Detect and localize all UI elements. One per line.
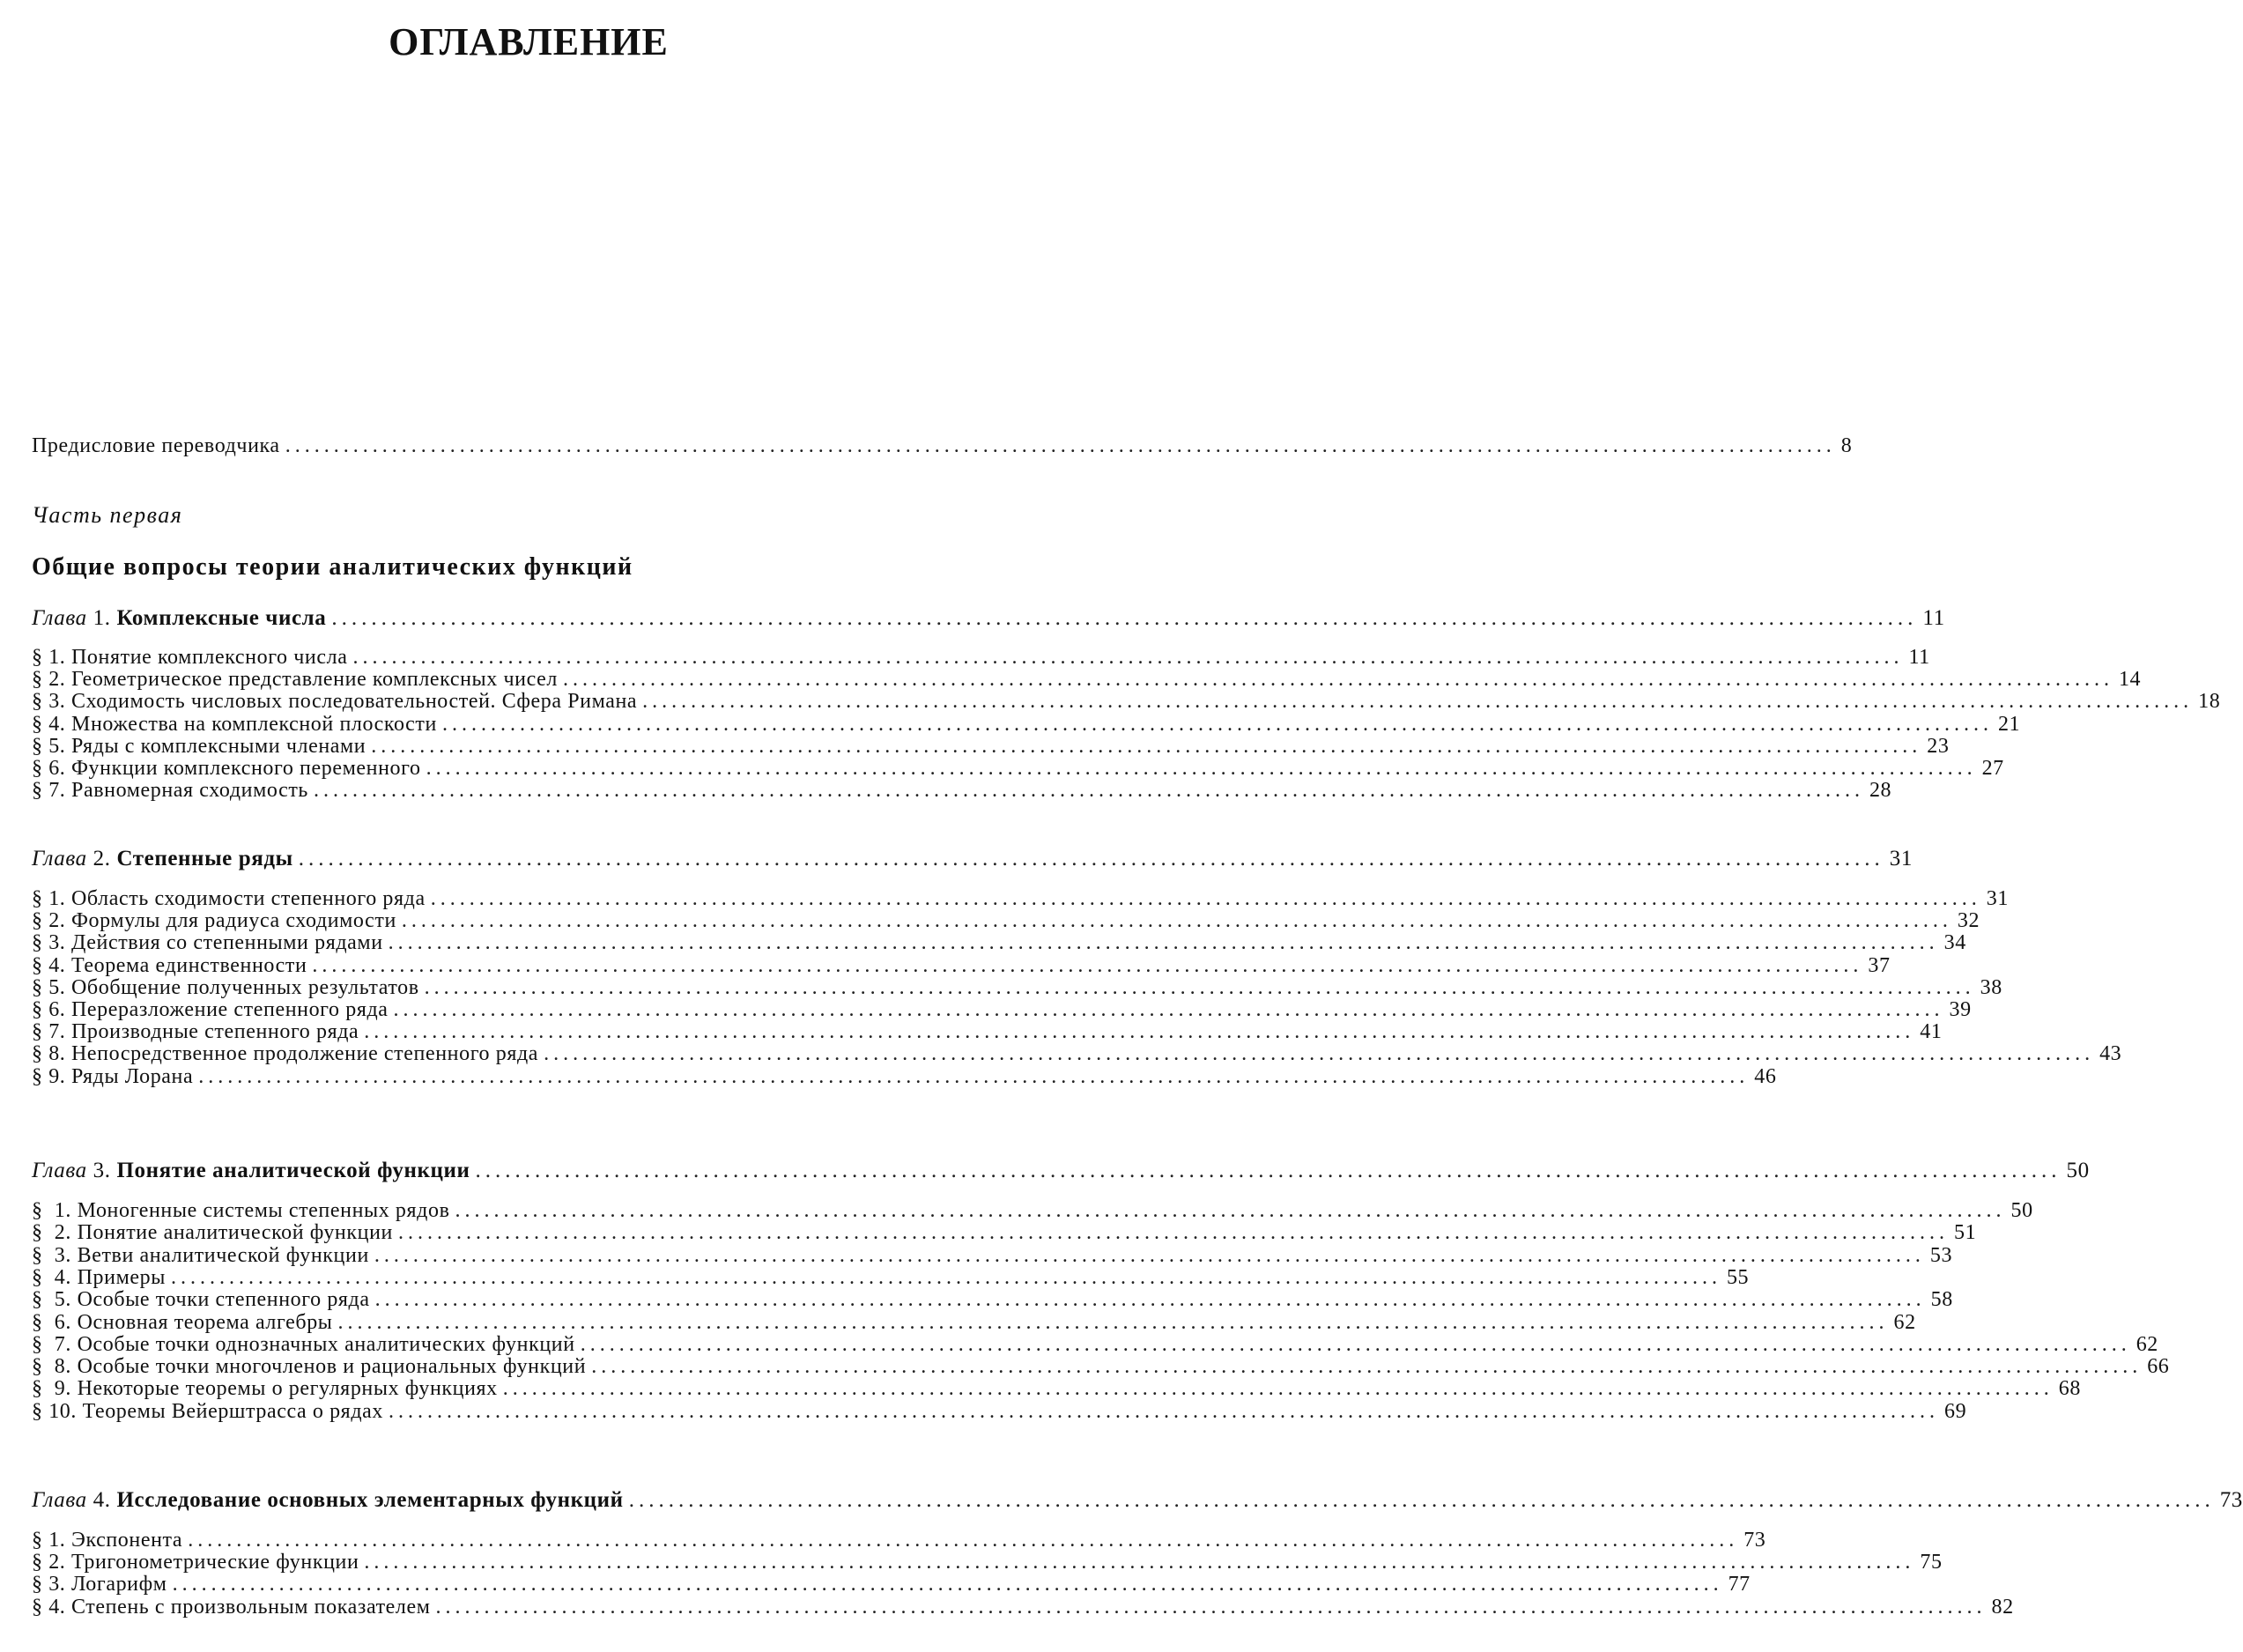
section-label: § 2. Формулы для радиуса сходимости bbox=[32, 909, 396, 933]
section-page: 51 bbox=[1953, 1221, 1977, 1245]
leader-dots: ................................................................................................................................................................ bbox=[580, 1332, 2131, 1356]
toc-section-3-9[interactable] bbox=[32, 1376, 2081, 1401]
section-label: § 3. Сходимость числовых последовательностей. Сфера Римана bbox=[32, 690, 638, 714]
toc-section-1-6[interactable] bbox=[32, 756, 2004, 781]
leader-dots: ................................................................................................................................................................ bbox=[426, 757, 1977, 780]
leader-dots: ................................................................................................................................................................ bbox=[628, 1488, 2215, 1512]
section-page: 18 bbox=[2198, 690, 2221, 714]
leader-dots: ................................................................................................................................................................ bbox=[364, 1551, 1915, 1574]
section-label: § 5. Ряды с комплексными членами bbox=[32, 734, 366, 758]
section-label: § 9. Некоторые теоремы о регулярных функциях bbox=[32, 1377, 498, 1401]
section-page: 73 bbox=[1743, 1529, 1766, 1552]
leader-dots: ................................................................................................................................................................ bbox=[312, 953, 1863, 977]
section-page: 50 bbox=[2010, 1199, 2033, 1222]
section-label: § 6. Функции комплексного переменного bbox=[32, 757, 421, 780]
section-label: § 7. Особые точки однозначных аналитических функций bbox=[32, 1332, 575, 1356]
leader-dots: ................................................................................................................................................................ bbox=[170, 1265, 1721, 1289]
toc-section-2-7[interactable] bbox=[32, 1019, 1943, 1044]
chapter-page: 50 bbox=[2066, 1159, 2090, 1182]
section-label: § 7. Производные степенного ряда bbox=[32, 1020, 359, 1044]
leader-dots: ................................................................................................................................................................ bbox=[172, 1573, 1723, 1596]
chapter-word: Глава bbox=[32, 1488, 87, 1512]
section-label: § 8. Особые точки многочленов и рациональных функций bbox=[32, 1355, 587, 1379]
section-label: § 1. Область сходимости степенного ряда bbox=[32, 887, 426, 910]
section-page: 34 bbox=[1943, 931, 1966, 955]
toc-section-1-7[interactable] bbox=[32, 778, 1892, 803]
toc-section-1-2[interactable] bbox=[32, 667, 2142, 692]
section-page: 62 bbox=[1893, 1310, 1916, 1334]
section-page: 21 bbox=[1997, 712, 2021, 736]
toc-section-4-4[interactable] bbox=[32, 1595, 2014, 1619]
section-page: 46 bbox=[1754, 1064, 1777, 1088]
toc-section-3-7[interactable] bbox=[32, 1332, 2158, 1357]
toc-section-2-3[interactable] bbox=[32, 930, 1966, 955]
section-page: 31 bbox=[1986, 887, 2009, 910]
toc-section-4-2[interactable] bbox=[32, 1550, 1943, 1574]
toc-section-3-8[interactable] bbox=[32, 1354, 2170, 1379]
section-page: 14 bbox=[2118, 668, 2142, 692]
toc-section-4-3[interactable] bbox=[32, 1572, 1751, 1596]
leader-dots: ................................................................................................................................................................ bbox=[544, 1042, 2095, 1066]
chapter-title: Исследование основных элементарных функций bbox=[116, 1488, 624, 1512]
chapter-word: Глава bbox=[32, 606, 87, 630]
leader-dots: ................................................................................................................................................................ bbox=[298, 847, 1884, 870]
toc-section-3-1[interactable] bbox=[32, 1198, 2033, 1223]
section-label: § 1. Понятие комплексного числа bbox=[32, 646, 348, 669]
chapter-label bbox=[32, 606, 326, 631]
leader-dots: ................................................................................................................................................................ bbox=[424, 975, 1975, 999]
page-title: ОГЛАВЛЕНИЕ bbox=[389, 20, 669, 63]
leader-dots: ................................................................................................................................................................ bbox=[435, 1595, 1987, 1619]
leader-dots: ................................................................................................................................................................ bbox=[198, 1064, 1750, 1088]
section-page: 68 bbox=[2058, 1377, 2081, 1401]
section-label: § 1. Экспонента bbox=[32, 1529, 183, 1552]
section-page: 38 bbox=[1980, 975, 2002, 999]
toc-section-1-4[interactable] bbox=[32, 712, 2021, 737]
section-page: 62 bbox=[2136, 1332, 2158, 1356]
leader-dots: ................................................................................................................................................................ bbox=[388, 931, 1939, 955]
section-label: § 3. Действия со степенными рядами bbox=[32, 931, 383, 955]
section-label: § 4. Множества на комплексной плоскости bbox=[32, 712, 437, 736]
toc-section-2-9[interactable] bbox=[32, 1064, 1777, 1089]
section-label: § 6. Переразложение степенного ряда bbox=[32, 998, 389, 1021]
leader-dots: ................................................................................................................................................................ bbox=[371, 734, 1922, 758]
section-page: 28 bbox=[1869, 779, 1892, 803]
part-title: Общие вопросы теории аналитических функций bbox=[32, 553, 633, 581]
leader-dots: ................................................................................................................................................................ bbox=[401, 909, 1952, 933]
section-page: 77 bbox=[1728, 1573, 1751, 1596]
leader-dots: ................................................................................................................................................................ bbox=[374, 1243, 1925, 1267]
section-label: § 2. Понятие аналитической функции bbox=[32, 1221, 393, 1245]
section-page: 55 bbox=[1726, 1265, 1750, 1289]
toc-section-2-6[interactable] bbox=[32, 997, 1972, 1022]
leader-dots: ................................................................................................................................................................ bbox=[337, 1310, 1889, 1334]
section-page: 41 bbox=[1920, 1020, 1943, 1044]
leader-dots: ................................................................................................................................................................ bbox=[393, 998, 1944, 1021]
leader-dots: ................................................................................................................................................................ bbox=[455, 1199, 2006, 1222]
entry-label: Предисловие переводчика bbox=[32, 434, 280, 457]
toc-section-3-2[interactable] bbox=[32, 1220, 1977, 1245]
toc-section-2-5[interactable] bbox=[32, 975, 2002, 1000]
section-page: 37 bbox=[1868, 953, 1891, 977]
toc-section-2-8[interactable] bbox=[32, 1041, 2122, 1066]
leader-dots: ................................................................................................................................................................ bbox=[502, 1377, 2054, 1401]
section-label: § 2. Геометрическое представление комплексных чисел bbox=[32, 668, 558, 692]
chapter-title: Степенные ряды bbox=[116, 847, 293, 870]
section-label: § 5. Обобщение полученных результатов bbox=[32, 975, 419, 999]
chapter-number: 1. bbox=[93, 606, 111, 630]
toc-section-2-2[interactable] bbox=[32, 908, 1980, 933]
chapter-title: Комплексные числа bbox=[116, 606, 327, 630]
section-page: 23 bbox=[1927, 734, 1950, 758]
section-label: § 8. Непосредственное продолжение степенного ряда bbox=[32, 1042, 539, 1066]
leader-dots: ................................................................................................................................................................ bbox=[441, 712, 1993, 736]
section-page: 82 bbox=[1991, 1595, 2014, 1619]
section-label: § 3. Ветви аналитической функции bbox=[32, 1243, 369, 1267]
chapter-label bbox=[32, 1159, 470, 1183]
chapter-number: 3. bbox=[93, 1159, 111, 1182]
leader-dots: ................................................................................................................................................................ bbox=[642, 690, 2194, 714]
section-page: 27 bbox=[1981, 757, 2004, 780]
section-page: 39 bbox=[1949, 998, 1972, 1021]
chapter-word: Глава bbox=[32, 847, 87, 870]
leader-dots: ................................................................................................................................................................ bbox=[188, 1529, 1739, 1552]
leader-dots: ................................................................................................................................................................ bbox=[430, 887, 1981, 910]
section-label: § 3. Логарифм bbox=[32, 1573, 167, 1596]
section-label: § 7. Равномерная сходимость bbox=[32, 779, 308, 803]
chapter-word: Глава bbox=[32, 1159, 87, 1182]
toc-chapter-3[interactable] bbox=[32, 1159, 2090, 1183]
toc-section-3-5[interactable] bbox=[32, 1287, 1953, 1312]
section-label: § 2. Тригонометрические функции bbox=[32, 1551, 359, 1574]
section-label: § 4. Примеры bbox=[32, 1265, 166, 1289]
section-page: 32 bbox=[1957, 909, 1980, 933]
leader-dots: ................................................................................................................................................................ bbox=[331, 606, 1918, 630]
toc-section-3-4[interactable] bbox=[32, 1265, 1750, 1290]
toc-chapter-2[interactable] bbox=[32, 847, 1913, 871]
chapter-label bbox=[32, 1488, 624, 1513]
chapter-page: 31 bbox=[1889, 847, 1913, 870]
toc-section-1-3[interactable] bbox=[32, 689, 2221, 714]
section-label: § 4. Теорема единственности bbox=[32, 953, 307, 977]
section-page: 75 bbox=[1920, 1551, 1943, 1574]
toc-section-4-1[interactable] bbox=[32, 1528, 1766, 1552]
leader-dots: ................................................................................................................................................................ bbox=[475, 1159, 2062, 1182]
leader-dots: ................................................................................................................................................................ bbox=[364, 1020, 1915, 1044]
toc-chapter-1[interactable] bbox=[32, 606, 1945, 631]
chapter-number: 2. bbox=[93, 847, 111, 870]
chapter-number: 4. bbox=[93, 1488, 111, 1512]
toc-entry-preface[interactable] bbox=[32, 433, 1853, 458]
chapter-label bbox=[32, 847, 293, 871]
toc-section-3-10[interactable] bbox=[32, 1399, 1967, 1424]
section-label: § 9. Ряды Лорана bbox=[32, 1064, 194, 1088]
leader-dots: ................................................................................................................................................................ bbox=[352, 646, 1904, 669]
section-label: § 1. Моногенные системы степенных рядов bbox=[32, 1199, 450, 1222]
toc-section-1-5[interactable] bbox=[32, 734, 1950, 759]
toc-chapter-4[interactable] bbox=[32, 1488, 2243, 1513]
leader-dots: ................................................................................................................................................................ bbox=[389, 1399, 1939, 1423]
toc-section-2-4[interactable] bbox=[32, 953, 1891, 978]
chapter-page: 11 bbox=[1922, 606, 1945, 630]
leader-dots: ................................................................................................................................................................ bbox=[374, 1288, 1926, 1312]
chapter-page: 73 bbox=[2219, 1488, 2243, 1512]
section-label: § 10. Теоремы Вейерштрасса о рядах bbox=[32, 1399, 383, 1423]
chapter-title: Понятие аналитической функции bbox=[116, 1159, 470, 1182]
section-page: 43 bbox=[2099, 1042, 2122, 1066]
toc-section-3-3[interactable] bbox=[32, 1243, 1953, 1268]
toc-section-1-1[interactable] bbox=[32, 645, 1930, 670]
section-label: § 5. Особые точки степенного ряда bbox=[32, 1288, 370, 1312]
leader-dots: ................................................................................................................................................................ bbox=[285, 434, 1836, 457]
section-label: § 6. Основная теорема алгебры bbox=[32, 1310, 333, 1334]
leader-dots: ................................................................................................................................................................ bbox=[313, 779, 1864, 803]
section-label: § 4. Степень с произвольным показателем bbox=[32, 1595, 431, 1619]
toc-section-3-6[interactable] bbox=[32, 1310, 1916, 1335]
section-page: 58 bbox=[1930, 1288, 1953, 1312]
toc-section-2-1[interactable] bbox=[32, 886, 2009, 911]
section-page: 11 bbox=[1908, 646, 1930, 669]
entry-page: 8 bbox=[1840, 434, 1853, 457]
part-label: Часть первая bbox=[32, 502, 183, 528]
section-page: 69 bbox=[1944, 1399, 1967, 1423]
leader-dots: ................................................................................................................................................................ bbox=[397, 1221, 1949, 1245]
leader-dots: ................................................................................................................................................................ bbox=[591, 1355, 2143, 1379]
section-page: 53 bbox=[1929, 1243, 1953, 1267]
section-page: 66 bbox=[2147, 1355, 2170, 1379]
leader-dots: ................................................................................................................................................................ bbox=[562, 668, 2113, 692]
